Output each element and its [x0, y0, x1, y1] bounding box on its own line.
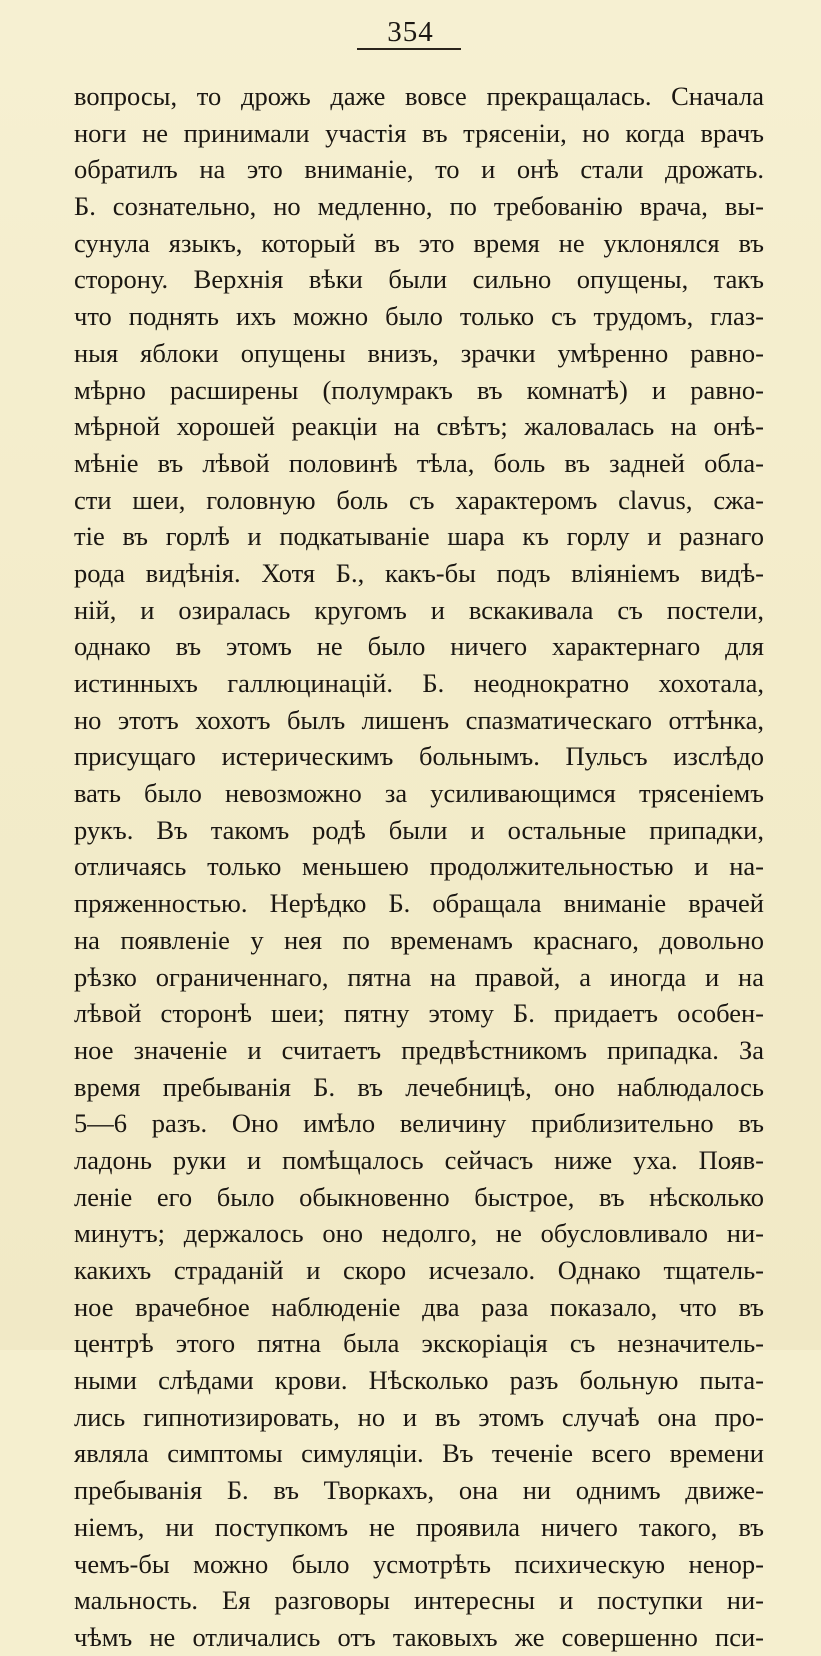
text-line: мѣрно расширены (полумракъ въ комнатѣ) и равно- — [74, 374, 764, 405]
text-line: обратилъ на это вниманіе, то и онѣ стали дрожать. — [74, 154, 764, 185]
text-line: лись гипнотизировать, но и въ этомъ случаѣ она про- — [74, 1401, 764, 1432]
text-line: какихъ страданій и скоро исчезало. Однако тщатель- — [74, 1255, 764, 1285]
text-line: мальность. Ея разговоры интересны и поступки ни- — [74, 1585, 764, 1616]
text-line: что поднять ихъ можно было только съ трудомъ, глаз- — [74, 301, 764, 332]
text-line: ныя яблоки опущены внизъ, зрачки умѣренно равно- — [74, 337, 764, 368]
text-line: сунула языкъ, который въ это время не уклонялся въ — [74, 227, 764, 258]
text-line: мѣніе въ лѣвой половинѣ тѣла, боль въ задней обла- — [74, 447, 764, 478]
text-line: тіе въ горлѣ и подкатываніе шара къ горлу и разнаго — [74, 521, 764, 552]
page-number-rule — [357, 48, 461, 50]
text-line: присущаго истерическимъ больнымъ. Пульсъ изслѣдо — [74, 741, 764, 772]
text-line: центрѣ этого пятна была экскоріація съ незначитель- — [74, 1328, 764, 1359]
text-line: 5—6 разъ. Оно имѣло величину приблизительно въ — [74, 1108, 764, 1139]
text-line: пребыванія Б. въ Творкахъ, она ни однимъ движе- — [74, 1475, 764, 1506]
text-line: ное врачебное наблюденіе два раза показало, что въ — [74, 1291, 764, 1322]
text-line: Б. сознательно, но медленно, по требованію врача, вы- — [74, 191, 764, 222]
text-line: ное значеніе и считаетъ предвѣстникомъ припадка. За — [74, 1034, 764, 1065]
text-line: время пребыванія Б. въ лечебницѣ, оно наблюдалось — [74, 1071, 764, 1102]
text-line: рѣзко ограниченнаго, пятна на правой, а иногда и на — [74, 961, 764, 992]
text-line: вопросы, то дрожь даже вовсе прекращалась. Сначала — [74, 81, 764, 111]
text-line: рукъ. Въ такомъ родѣ были и остальные припадки, — [74, 814, 764, 845]
text-line: сти шеи, головную боль съ характеромъ clavus, сжа- — [74, 484, 764, 515]
text-line: отличаясь только меньшею продолжительностью и на- — [74, 851, 764, 882]
text-line: чѣмъ не отличались отъ таковыхъ же совершенно пси- — [74, 1621, 764, 1652]
text-line: ній, и озиралась кругомъ и вскакивала съ постели, — [74, 594, 764, 625]
text-line: ніемъ, ни поступкомъ не проявила ничего такого, въ — [74, 1511, 764, 1542]
text-line: ными слѣдами крови. Нѣсколько разъ больную пыта- — [74, 1365, 764, 1396]
text-line: вать было невозможно за усиливающимся трясеніемъ — [74, 778, 764, 809]
text-line: но этотъ хохотъ былъ лишенъ спазматическаго оттѣнка, — [74, 704, 764, 735]
text-line: леніе его было обыкновенно быстрое, въ нѣсколько — [74, 1181, 764, 1212]
body-text — [74, 78, 764, 1656]
text-line: однако въ этомъ не было ничего характернаго для — [74, 631, 764, 662]
text-line: являла симптомы симуляціи. Въ теченіе всего времени — [74, 1438, 764, 1469]
text-line: лѣвой сторонѣ шеи; пятну этому Б. придаетъ особен- — [74, 998, 764, 1029]
text-line: минутъ; держалось оно недолго, не обусловливало ни- — [74, 1218, 764, 1249]
text-line: на появленіе у нея по временамъ краснаго, довольно — [74, 924, 764, 955]
text-line: истинныхъ галлюцинацій. Б. неоднократно хохотала, — [74, 668, 764, 698]
text-line: ноги не принимали участія въ трясеніи, но когда врачъ — [74, 117, 764, 148]
page-number: 354 — [387, 16, 434, 48]
text-line: чемъ-бы можно было усмотрѣть психическую ненор- — [74, 1548, 764, 1579]
text-line: пряженностью. Нерѣдко Б. обращала вниманіе врачей — [74, 888, 764, 919]
text-line: ладонь руки и помѣщалось сейчасъ ниже уха. Появ- — [74, 1144, 764, 1175]
text-line: сторону. Верхнія вѣки были сильно опущены, такъ — [74, 264, 764, 295]
text-line: рода видѣнія. Хотя Б., какъ-бы подъ вліяніемъ видѣ- — [74, 557, 764, 588]
text-line: мѣрной хорошей реакціи на свѣтъ; жаловалась на онѣ- — [74, 411, 764, 442]
